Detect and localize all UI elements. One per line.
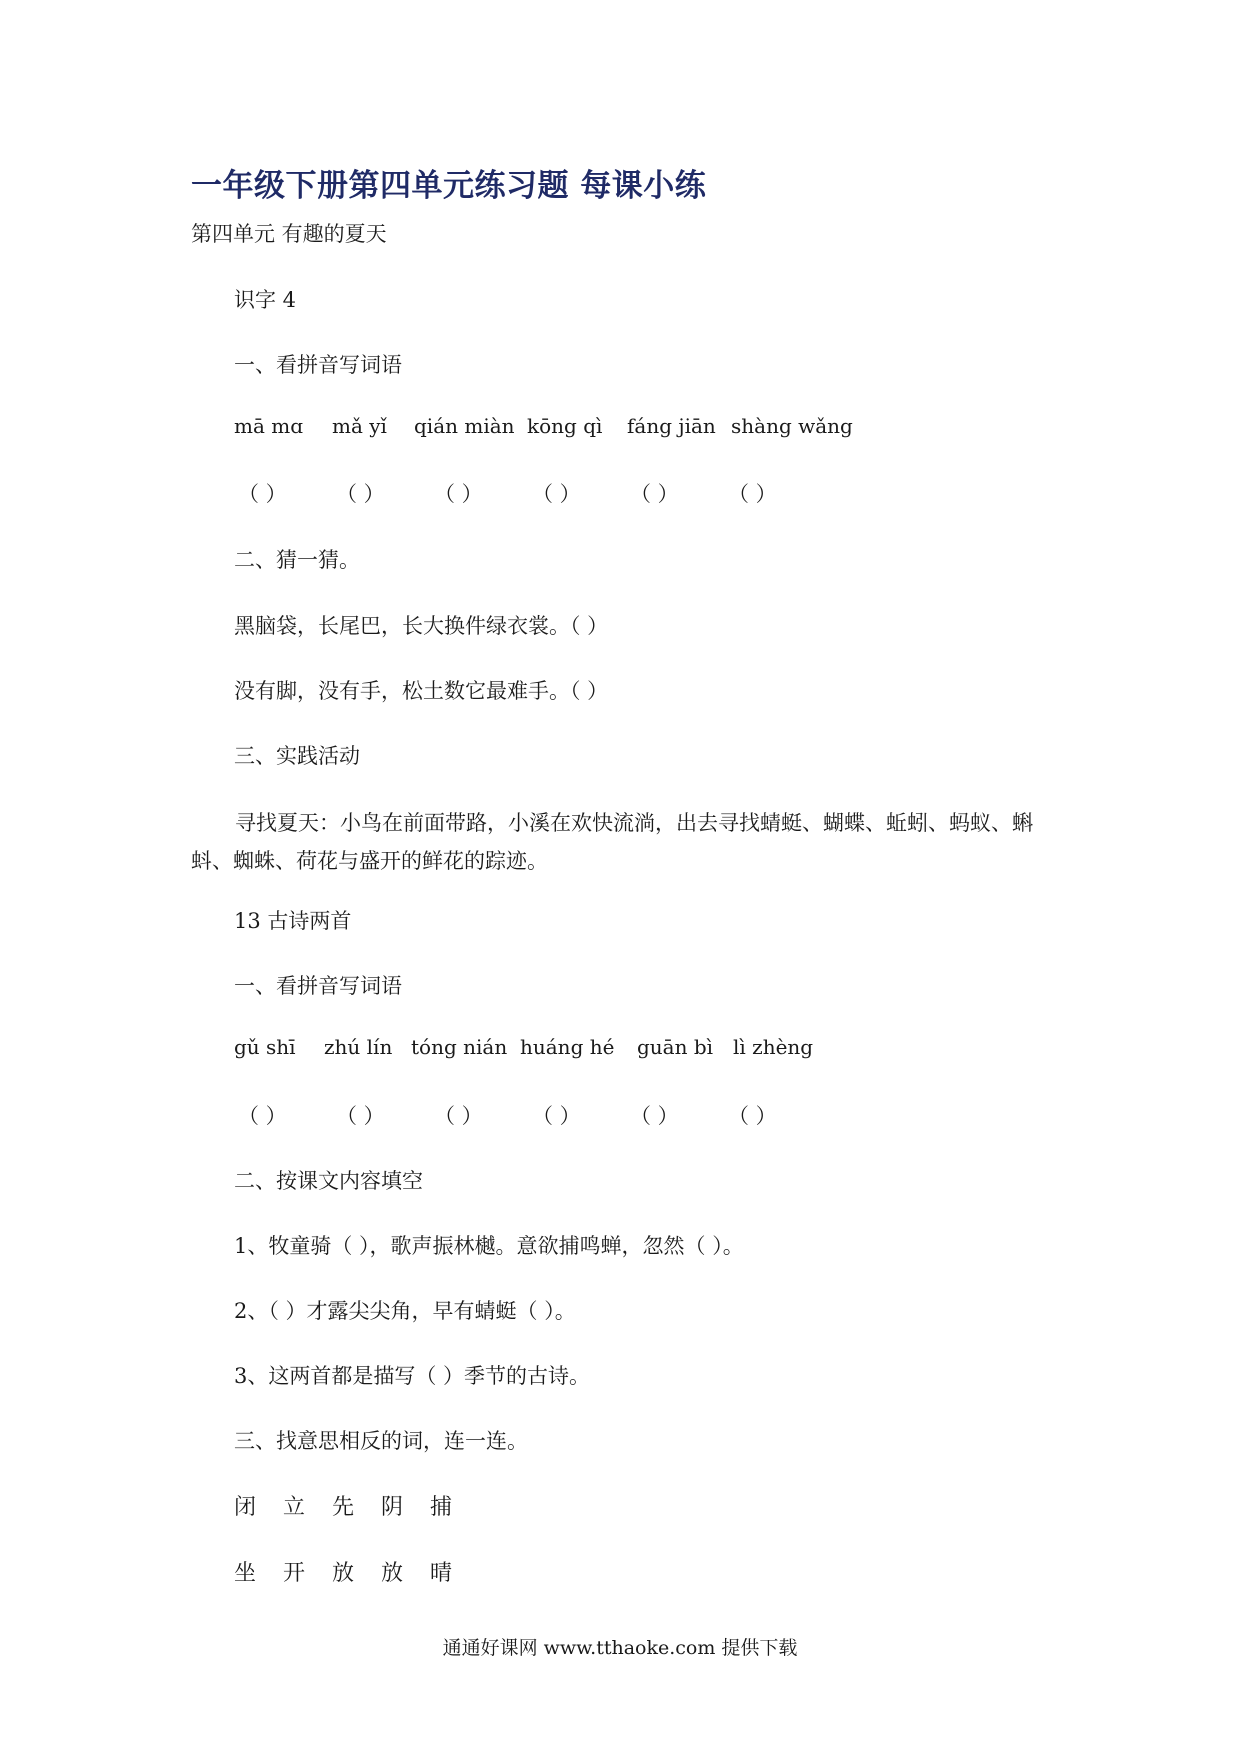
word-item[interactable]: 闭 bbox=[234, 1495, 257, 1520]
riddle: 没有脚，没有手，松土数它最难手。（ ） bbox=[234, 679, 609, 703]
pinyin-item: fáng jiān bbox=[627, 414, 716, 438]
pinyin-item: shàng wǎng bbox=[731, 414, 853, 438]
answer-blank[interactable]: （ ） bbox=[434, 1104, 483, 1128]
pinyin-item: guān bì bbox=[637, 1035, 714, 1059]
answer-blank[interactable]: （ ） bbox=[336, 482, 385, 506]
answer-blank[interactable]: （ ） bbox=[336, 1104, 385, 1128]
word-item[interactable]: 阴 bbox=[381, 1495, 404, 1520]
fill-blank-item: 1、牧童骑（ ），歌声振林樾。意欲捕鸣蝉，忽然（ ）。 bbox=[234, 1234, 744, 1258]
pinyin-item: kōng qì bbox=[527, 414, 603, 438]
lesson-heading: 13 古诗两首 bbox=[234, 909, 352, 933]
activity-paragraph: 寻找夏天：小鸟在前面带路，小溪在欢快流淌，出去寻找蜻蜓、蝴蝶、蚯蚓、蚂蚁、蝌蚪、蜘蛛、荷花与盛开的鲜花的踪迹。 bbox=[191, 811, 1033, 873]
word-item[interactable]: 晴 bbox=[430, 1561, 453, 1586]
pinyin-item: mǎ yǐ bbox=[332, 414, 387, 438]
page-title: 一年级下册第四单元练习题 每课小练 bbox=[191, 168, 707, 204]
pinyin-item: lì zhèng bbox=[733, 1035, 814, 1059]
answer-blank[interactable]: （ ） bbox=[630, 482, 679, 506]
riddle: 黑脑袋，长尾巴，长大换件绿衣裳。（ ） bbox=[234, 614, 609, 638]
word-item[interactable]: 坐 bbox=[234, 1561, 257, 1586]
word-item[interactable]: 先 bbox=[332, 1495, 355, 1520]
question-title: 二、按课文内容填空 bbox=[234, 1169, 423, 1193]
pinyin-item: qián miàn bbox=[414, 414, 515, 438]
lesson-heading: 识字 4 bbox=[234, 288, 297, 312]
word-item[interactable]: 放 bbox=[332, 1561, 355, 1586]
page-footer: 通通好课网 www.tthaoke.com 提供下载 bbox=[442, 1637, 798, 1659]
answer-blank[interactable]: （ ） bbox=[630, 1104, 679, 1128]
word-item[interactable]: 开 bbox=[283, 1561, 306, 1586]
pinyin-item: mā mɑ bbox=[234, 414, 304, 438]
question-title: 三、找意思相反的词，连一连。 bbox=[234, 1429, 528, 1453]
question-title: 三、实践活动 bbox=[234, 744, 360, 768]
question-title: 一、看拼音写词语 bbox=[234, 974, 402, 998]
answer-blank[interactable]: （ ） bbox=[238, 1104, 287, 1128]
fill-blank-item: 3、这两首都是描写（ ）季节的古诗。 bbox=[234, 1364, 591, 1388]
question-title: 一、看拼音写词语 bbox=[234, 353, 402, 377]
question-title: 二、猜一猜。 bbox=[234, 548, 360, 572]
fill-blank-item: 2、（ ）才露尖尖角，早有蜻蜓（ ）。 bbox=[234, 1299, 576, 1323]
pinyin-item: gǔ shī bbox=[234, 1035, 296, 1059]
unit-heading: 第四单元 有趣的夏天 bbox=[191, 222, 387, 246]
answer-blank[interactable]: （ ） bbox=[728, 1104, 777, 1128]
word-item[interactable]: 放 bbox=[381, 1561, 404, 1586]
answer-blank[interactable]: （ ） bbox=[238, 482, 287, 506]
answer-blank[interactable]: （ ） bbox=[434, 482, 483, 506]
pinyin-item: tóng nián bbox=[411, 1035, 508, 1059]
pinyin-item: zhú lín bbox=[324, 1035, 393, 1059]
answer-blank[interactable]: （ ） bbox=[728, 482, 777, 506]
word-item[interactable]: 立 bbox=[283, 1495, 306, 1520]
word-item[interactable]: 捕 bbox=[430, 1495, 453, 1520]
answer-blank[interactable]: （ ） bbox=[532, 1104, 581, 1128]
pinyin-item: huáng hé bbox=[520, 1035, 615, 1059]
answer-blank[interactable]: （ ） bbox=[532, 482, 581, 506]
